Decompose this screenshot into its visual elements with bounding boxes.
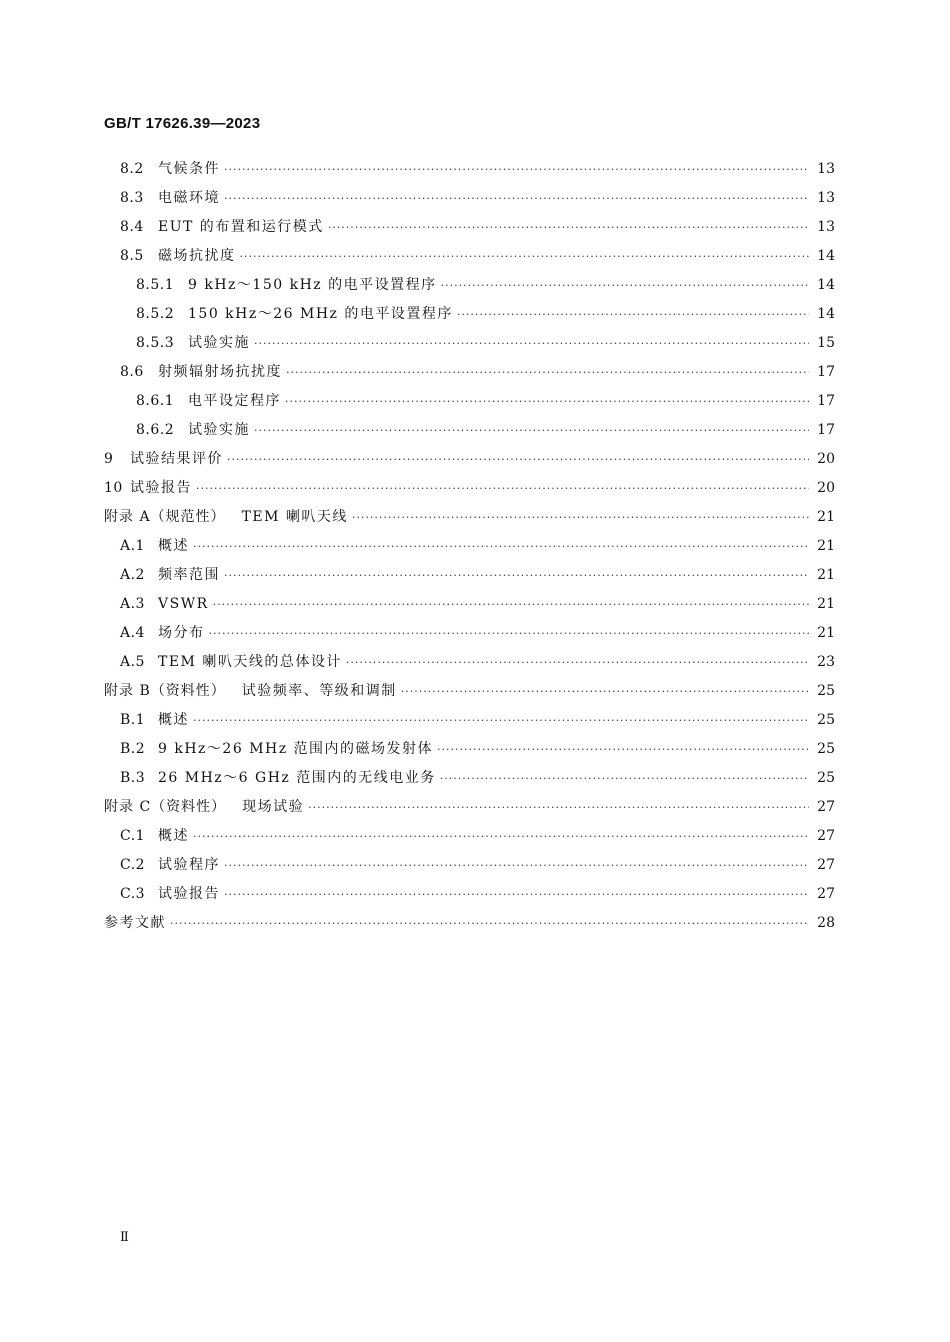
- toc-entry-number: 8.2: [120, 161, 144, 177]
- toc-entry-number: C.2: [120, 857, 146, 873]
- toc-entry-page: 20: [817, 480, 835, 496]
- toc-entry[interactable]: [120, 358, 835, 387]
- toc-entry-page: 13: [817, 219, 835, 235]
- toc-leader-dots: [227, 445, 809, 474]
- toc-entry-title: 150 kHz～26 MHz 的电平设置程序: [188, 306, 453, 322]
- toc-entry-page: 25: [817, 712, 835, 728]
- toc-entry-title: 电平设定程序: [188, 393, 281, 409]
- toc-entry-title: 场分布: [158, 625, 205, 641]
- toc-entry[interactable]: [120, 184, 835, 213]
- toc-entry-title: 概述: [158, 828, 189, 844]
- toc-entry-title: 9 kHz～150 kHz 的电平设置程序: [188, 277, 437, 293]
- toc-entry-number: A.5: [120, 654, 145, 670]
- toc-entry-number: B.2: [120, 741, 146, 757]
- toc-leader-dots: [193, 532, 809, 561]
- toc-entry-title: 试验实施: [188, 422, 250, 438]
- toc-leader-dots: [286, 358, 809, 387]
- toc-leader-dots: [401, 677, 809, 706]
- toc-entry[interactable]: [120, 822, 835, 851]
- toc-entry-title: TEM 喇叭天线: [241, 509, 348, 525]
- toc-entry-number: A.3: [120, 596, 145, 612]
- toc-entry[interactable]: [104, 445, 835, 474]
- toc-entry-number: 8.5.1: [136, 277, 175, 293]
- toc-entry-page: 21: [817, 596, 835, 612]
- toc-entry-number: 附录 A（规范性）: [104, 509, 226, 525]
- toc-leader-dots: [254, 416, 809, 445]
- toc-entry-title: TEM 喇叭天线的总体设计: [158, 654, 342, 670]
- toc-leader-dots: [224, 184, 809, 213]
- toc-leader-dots: [328, 213, 809, 242]
- toc-entry[interactable]: [120, 155, 835, 184]
- toc-leader-dots: [224, 561, 809, 590]
- toc-entry-page: 27: [817, 886, 835, 902]
- toc-leader-dots: [170, 909, 809, 938]
- toc-entry-title: 试验实施: [188, 335, 250, 351]
- toc-leader-dots: [209, 619, 810, 648]
- toc-entry-page: 21: [817, 625, 835, 641]
- toc-leader-dots: [254, 329, 809, 358]
- toc-entry-page: 17: [817, 393, 835, 409]
- toc-leader-dots: [224, 155, 809, 184]
- toc-leader-dots: [308, 793, 809, 822]
- toc-entry[interactable]: [136, 416, 835, 445]
- toc-entry-page: 17: [817, 422, 835, 438]
- toc-leader-dots: [441, 271, 809, 300]
- toc-entry-page: 21: [817, 538, 835, 554]
- toc-leader-dots: [196, 474, 809, 503]
- toc-entry[interactable]: [136, 300, 835, 329]
- toc-entry-page: 21: [817, 567, 835, 583]
- toc-entry-number: C.3: [120, 886, 146, 902]
- toc-entry-page: 27: [817, 799, 835, 815]
- toc-entry-page: 14: [817, 248, 835, 264]
- toc-entry-title: 试验程序: [158, 857, 220, 873]
- toc-entry[interactable]: [120, 648, 835, 677]
- toc-entry[interactable]: [104, 474, 835, 503]
- toc-entry-number: 8.5: [120, 248, 144, 264]
- toc-entry[interactable]: [120, 735, 835, 764]
- toc-entry-number: 9: [104, 451, 114, 467]
- toc-entry-title: 试验报告: [158, 886, 220, 902]
- toc-entry-number: 8.6.2: [136, 422, 175, 438]
- toc-leader-dots: [213, 590, 809, 619]
- toc-leader-dots: [224, 880, 809, 909]
- toc-leader-dots: [346, 648, 809, 677]
- toc-entry-title: VSWR: [158, 596, 209, 612]
- toc-entry-title: 参考文献: [104, 915, 166, 931]
- toc-entry[interactable]: [120, 706, 835, 735]
- toc-entry-title: 试验频率、等级和调制: [241, 683, 397, 699]
- toc-entry-page: 14: [817, 306, 835, 322]
- toc-entry[interactable]: [120, 532, 835, 561]
- toc-entry-title: 气候条件: [158, 161, 220, 177]
- toc-leader-dots: [352, 503, 809, 532]
- toc-entry-page: 27: [817, 857, 835, 873]
- toc-leader-dots: [193, 822, 809, 851]
- toc-entry-number: B.3: [120, 770, 146, 786]
- toc-entry[interactable]: [120, 619, 835, 648]
- toc-entry-number: 附录 C（资料性）: [104, 799, 227, 815]
- toc-leader-dots: [240, 242, 810, 271]
- toc-leader-dots: [224, 851, 809, 880]
- toc-entry-page: 25: [817, 741, 835, 757]
- toc-entry-number: A.1: [120, 538, 145, 554]
- toc-entry-page: 20: [817, 451, 835, 467]
- toc-entry-number: 10: [104, 480, 123, 496]
- toc-entry-number: 8.6.1: [136, 393, 175, 409]
- toc-entry-page: 13: [817, 161, 835, 177]
- toc-entry-page: 23: [817, 654, 835, 670]
- toc-entry[interactable]: [120, 764, 835, 793]
- toc-entry-number: 8.3: [120, 190, 144, 206]
- toc-entry[interactable]: [104, 909, 835, 938]
- toc-entry-title: 电磁环境: [158, 190, 220, 206]
- toc-entry-number: A.2: [120, 567, 145, 583]
- toc-entry-page: 27: [817, 828, 835, 844]
- toc-entry[interactable]: [136, 387, 835, 416]
- toc-entry-page: 15: [817, 335, 835, 351]
- toc-entry-title: 9 kHz～26 MHz 范围内的磁场发射体: [158, 741, 434, 757]
- toc-entry-title: 现场试验: [242, 799, 305, 815]
- toc-leader-dots: [285, 387, 809, 416]
- page-number: Ⅱ: [120, 1230, 129, 1245]
- toc-leader-dots: [440, 764, 809, 793]
- toc-entry[interactable]: [120, 590, 835, 619]
- toc-entry-title: 概述: [158, 538, 189, 554]
- toc-entry-title: 试验结果评价: [130, 451, 223, 467]
- toc-entry-title: EUT 的布置和运行模式: [158, 219, 324, 235]
- toc-entry-number: A.4: [120, 625, 145, 641]
- toc-entry-page: 25: [817, 770, 835, 786]
- toc-entry[interactable]: [120, 561, 835, 590]
- toc-entry-page: 21: [817, 509, 835, 525]
- toc-entry-page: 25: [817, 683, 835, 699]
- toc-leader-dots: [193, 706, 809, 735]
- toc-entry[interactable]: [120, 213, 835, 242]
- toc-entry-title: 26 MHz～6 GHz 范围内的无线电业务: [158, 770, 436, 786]
- toc-entry-page: 17: [817, 364, 835, 380]
- toc-entry-title: 频率范围: [158, 567, 220, 583]
- toc-leader-dots: [437, 735, 809, 764]
- toc-entry-number: C.1: [120, 828, 146, 844]
- toc-entry-title: 磁场抗扰度: [158, 248, 236, 264]
- toc-entry[interactable]: [136, 329, 835, 358]
- toc-entry-number: 8.6: [120, 364, 144, 380]
- toc-entry[interactable]: [120, 880, 835, 909]
- toc-entry-title: 概述: [158, 712, 189, 728]
- toc-entry[interactable]: [120, 851, 835, 880]
- toc-entry-title: 射频辐射场抗扰度: [158, 364, 282, 380]
- toc-entry-number: 8.5.3: [136, 335, 175, 351]
- toc-entry[interactable]: [104, 503, 835, 532]
- toc-entry-page: 13: [817, 190, 835, 206]
- toc-entry-number: 8.4: [120, 219, 144, 235]
- toc-entry[interactable]: [104, 677, 835, 706]
- toc-entry-number: 8.5.2: [136, 306, 175, 322]
- toc-entry-page: 28: [817, 915, 835, 931]
- toc-entry[interactable]: [104, 793, 835, 822]
- standard-code-header: GB/T 17626.39—2023: [104, 115, 261, 132]
- toc-entry[interactable]: [136, 271, 835, 300]
- toc-entry-page: 14: [817, 277, 835, 293]
- toc-entry[interactable]: [120, 242, 835, 271]
- toc-entry-number: B.1: [120, 712, 146, 728]
- toc-entry-number: 附录 B（资料性）: [104, 683, 226, 699]
- toc-leader-dots: [457, 300, 809, 329]
- toc-entry-title: 试验报告: [130, 480, 192, 496]
